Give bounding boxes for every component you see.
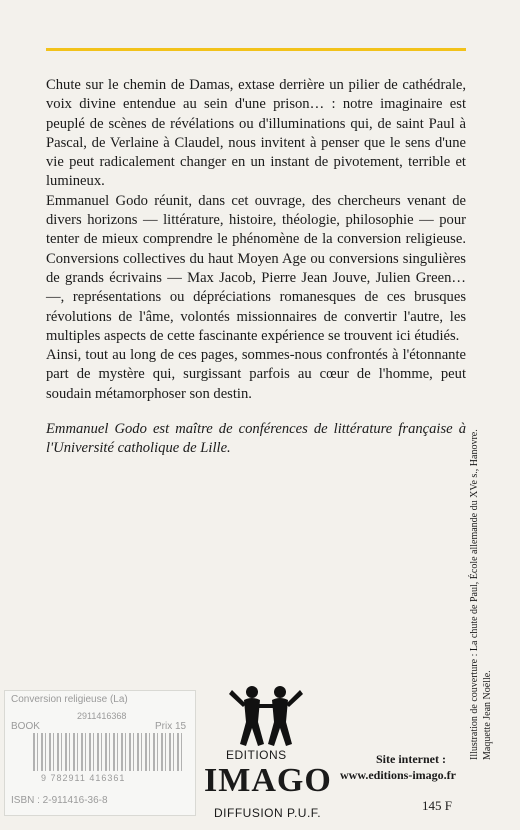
- author-note: Emmanuel Godo est maître de conférences de littérature française à l'Université catholique de Lille.: [46, 421, 466, 457]
- yellow-rule: [46, 48, 466, 51]
- isbn: ISBN : 2-911416-36-8: [11, 795, 108, 806]
- diffusion-label: DIFFUSION P.U.F.: [214, 806, 322, 820]
- barcode: [33, 733, 183, 771]
- site-label: Site internet :: [376, 752, 446, 766]
- barcode-digits: 9 782911 416361: [41, 773, 126, 783]
- blurb-paragraph-2: Emmanuel Godo réunit, dans cet ouvrage, des chercheurs venant de divers horizons — littérature, histoire, théologie, philosophie — pour tenter de mieux comprendre le phénomène de la conversion religieuse. Conversions collectives du haut Moyen Age ou conversions singulières de grands écrivains — Max Jacob, Pierre Jean Jouve, Julien Green… —, représentations ou dépréciations romanesques de ces brusques révolutions de l'âme, volontés missionnaires de convertir l'autre, les multiples aspects de cette fascinante expérience se trouvent ici étudiés.: [46, 192, 466, 344]
- sticker-label: BOOK: [11, 721, 40, 732]
- sticker-price: Prix 15: [155, 721, 187, 732]
- dancers-logo-icon: [222, 682, 310, 754]
- blurb-paragraph-1: Chute sur le chemin de Damas, extase derrière un pilier de cathédrale, voix divine entendue au sein d'une prison… : notre imaginaire est peuplé de scènes de révélations ou d'illuminations qui, de saint Paul à Pascal, de Verlaine à Claudel, nous invitent à penser que le sens d'une vie peut radicalement changer en un instant de pivotement, terrible et lumineux.: [46, 77, 466, 190]
- publisher-name: IMAGO: [204, 762, 332, 799]
- sticker-title: Conversion religieuse (La): [11, 694, 128, 705]
- vertical-credits: [468, 429, 494, 760]
- editions-label: EDITIONS: [226, 748, 287, 762]
- blurb-paragraph-3: Ainsi, tout au long de ces pages, sommes-nous confrontés à l'étonnante part de mystère qui, surgissant parfois au cœur de l'homme, peut soudain métamorphoser son destin.: [46, 347, 466, 402]
- price-sticker: [4, 690, 196, 816]
- layout-credit: Maquette Jean Noëlle.: [482, 670, 493, 760]
- book-price: 145 F: [422, 798, 452, 813]
- blurb-text: [46, 76, 466, 404]
- cover-illustration-credit: Illustration de couverture : La chute de Paul, École allemande du XVe s., Hanovre.: [469, 429, 480, 760]
- site-url: www.editions-imago.fr: [340, 768, 456, 782]
- sticker-code: 2911416368: [77, 711, 127, 721]
